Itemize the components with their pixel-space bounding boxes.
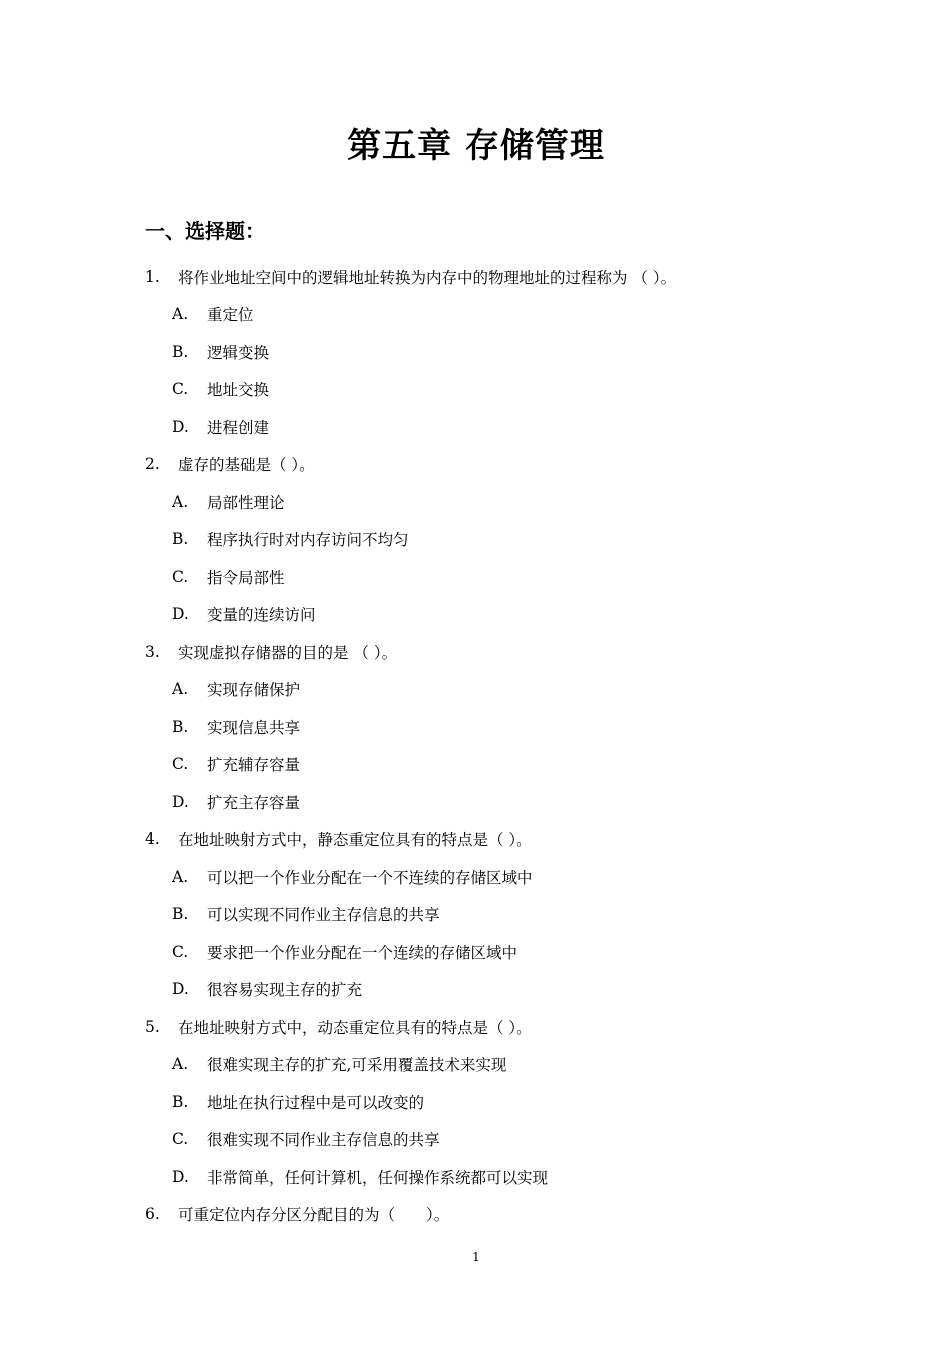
option-item — [0, 671, 952, 709]
option-text: 可以实现不同作业主存信息的共享 — [207, 906, 440, 925]
option-text: 进程创建 — [207, 418, 270, 437]
option-letter: A. — [172, 492, 189, 511]
option-letter: C. — [172, 380, 189, 399]
question-text: 将作业地址空间中的逻辑地址转换为内存中的物理地址的过程称为 （ ）。 — [178, 268, 677, 287]
question-number: 1. — [145, 267, 160, 286]
option-item — [0, 1121, 952, 1159]
question-text: 实现虚拟存储器的目的是 （ ）。 — [178, 643, 398, 662]
option-letter: D. — [172, 417, 189, 436]
option-text: 程序执行时对内存访问不均匀 — [207, 531, 409, 550]
option-item — [0, 596, 952, 634]
option-text: 很难实现主存的扩充,可采用覆盖技术来实现 — [207, 1056, 507, 1075]
option-letter: C. — [172, 567, 189, 586]
question-text: 可重定位内存分区分配目的为（ ）。 — [178, 1206, 450, 1225]
option-text: 要求把一个作业分配在一个连续的存储区域中 — [207, 943, 518, 962]
question-number: 3. — [145, 642, 160, 661]
option-letter: C. — [172, 1130, 189, 1149]
question-item — [0, 258, 952, 296]
option-letter: B. — [172, 1092, 189, 1111]
option-text: 很容易实现主存的扩充 — [207, 981, 363, 1000]
option-text: 很难实现不同作业主存信息的共享 — [207, 1131, 440, 1150]
option-letter: C. — [172, 942, 189, 961]
option-letter: A. — [172, 305, 189, 324]
option-item — [0, 521, 952, 559]
option-letter: A. — [172, 867, 189, 886]
option-item — [0, 933, 952, 971]
option-letter: B. — [172, 530, 189, 549]
option-item — [0, 333, 952, 371]
option-letter: B. — [172, 717, 189, 736]
option-text: 非常简单，任何计算机，任何操作系统都可以实现 — [207, 1168, 549, 1187]
option-letter: D. — [172, 792, 189, 811]
option-letter: A. — [172, 1055, 189, 1074]
option-text: 逻辑变换 — [207, 343, 270, 362]
option-letter: D. — [172, 1167, 189, 1186]
option-text: 局部性理论 — [207, 493, 285, 512]
option-item — [0, 1083, 952, 1121]
option-item — [0, 296, 952, 334]
option-letter: D. — [172, 605, 189, 624]
option-item — [0, 1046, 952, 1084]
question-item — [0, 633, 952, 671]
option-text: 扩充辅存容量 — [207, 756, 301, 775]
question-text: 在地址映射方式中，动态重定位具有的特点是（ ）。 — [178, 1018, 532, 1037]
option-letter: B. — [172, 342, 189, 361]
option-item — [0, 483, 952, 521]
section-heading: 一、选择题： — [145, 219, 265, 243]
page-title: 第五章 存储管理 — [347, 126, 605, 166]
question-list — [0, 258, 952, 1233]
option-letter: C. — [172, 755, 189, 774]
option-item — [0, 558, 952, 596]
option-item — [0, 896, 952, 934]
question-number: 5. — [145, 1017, 160, 1036]
option-text: 地址在执行过程中是可以改变的 — [207, 1093, 425, 1112]
option-item — [0, 371, 952, 409]
option-text: 实现存储保护 — [207, 681, 301, 700]
option-letter: D. — [172, 980, 189, 999]
question-text: 虚存的基础是（ ）。 — [178, 456, 315, 475]
option-text: 重定位 — [207, 306, 254, 325]
question-text: 在地址映射方式中，静态重定位具有的特点是（ ）。 — [178, 831, 532, 850]
question-item — [0, 1008, 952, 1046]
option-text: 指令局部性 — [207, 568, 285, 587]
page-number: 1 — [472, 1250, 480, 1264]
option-text: 实现信息共享 — [207, 718, 301, 737]
option-item — [0, 783, 952, 821]
option-item — [0, 408, 952, 446]
option-text: 可以把一个作业分配在一个不连续的存储区域中 — [207, 868, 533, 887]
option-item — [0, 858, 952, 896]
option-letter: B. — [172, 905, 189, 924]
question-number: 4. — [145, 830, 160, 849]
option-item — [0, 971, 952, 1009]
option-text: 变量的连续访问 — [207, 606, 316, 625]
question-number: 6. — [145, 1205, 160, 1224]
question-number: 2. — [145, 455, 160, 474]
question-item — [0, 446, 952, 484]
option-text: 地址交换 — [207, 381, 270, 400]
option-text: 扩充主存容量 — [207, 793, 301, 812]
option-item — [0, 708, 952, 746]
question-item — [0, 821, 952, 859]
option-letter: A. — [172, 680, 189, 699]
question-item — [0, 1196, 952, 1234]
option-item — [0, 1158, 952, 1196]
option-item — [0, 746, 952, 784]
